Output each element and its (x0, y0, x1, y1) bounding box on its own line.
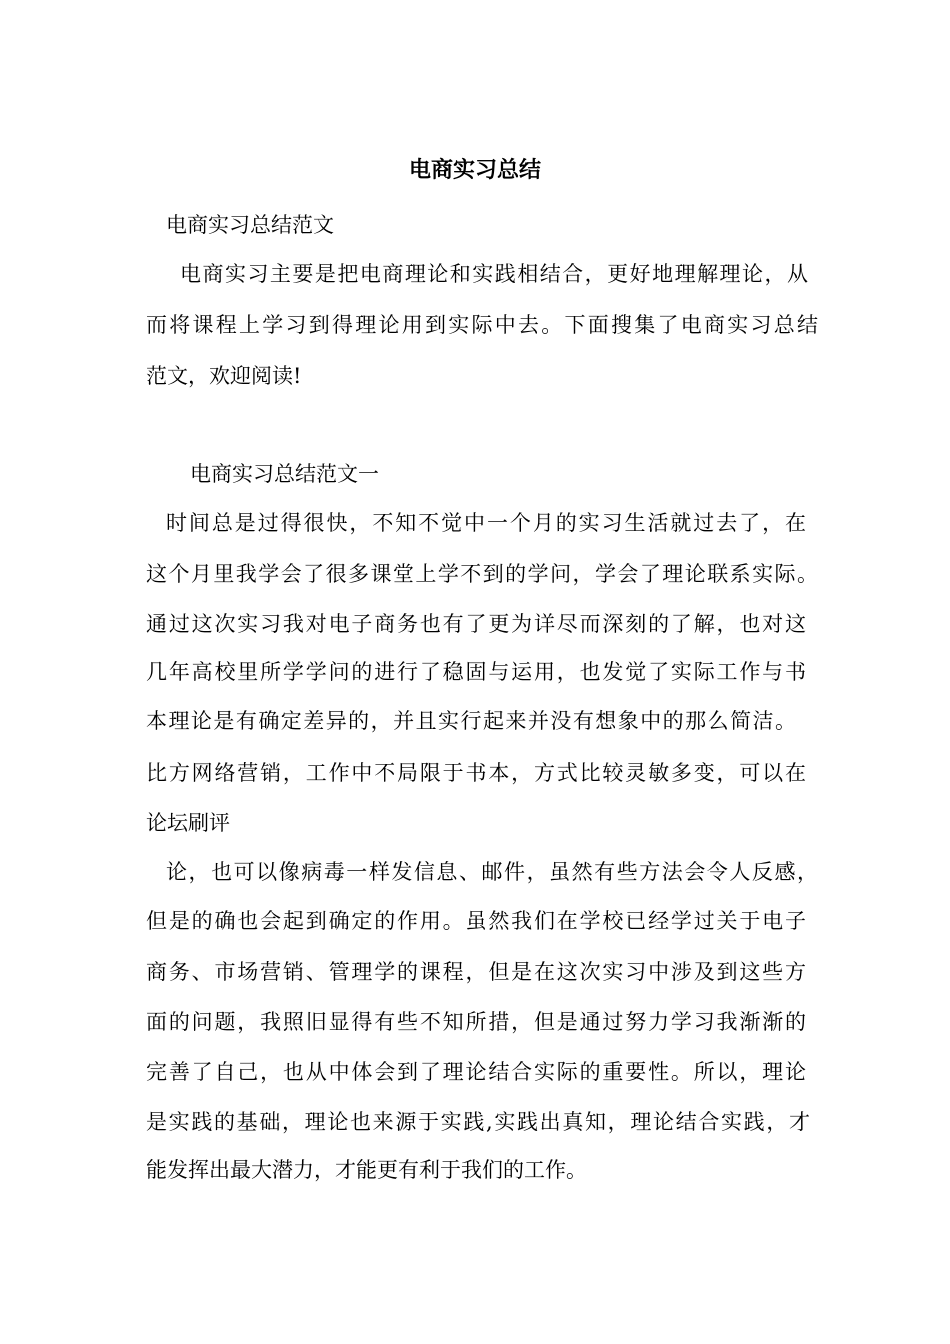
intro-line-2: 而将课程上学习到得理论用到实际中去。下面搜集了电商实习总结 (146, 313, 818, 337)
paragraph-2-line-5: 完善了自己，也从中体会到了理论结合实际的重要性。所以，理论 (146, 1060, 806, 1084)
paragraph-2-line-2: 但是的确也会起到确定的作用。虽然我们在学校已经学过关于电子 (146, 909, 806, 933)
paragraph-1-line-4: 几年高校里所学学问的进行了稳固与运用，也发觉了实际工作与书 (146, 660, 806, 684)
document-subtitle: 电商实习总结范文 (166, 213, 334, 237)
paragraph-1-line-2: 这个月里我学会了很多课堂上学不到的学问，学会了理论联系实际。 (146, 562, 818, 586)
paragraph-1-line-1: 时间总是过得很快，不知不觉中一个月的实习生活就过去了，在 (166, 511, 806, 535)
section-heading: 电商实习总结范文一 (190, 462, 379, 486)
paragraph-2-line-3: 商务、市场营销、管理学的课程，但是在这次实习中涉及到这些方 (146, 960, 806, 984)
paragraph-1-line-3: 通过这次实习我对电子商务也有了更为详尽而深刻的了解，也对这 (146, 612, 806, 636)
paragraph-1-line-5: 本理论是有确定差异的，并且实行起来并没有想象中的那么简洁。 (146, 709, 796, 733)
intro-line-3: 范文，欢迎阅读! (146, 364, 302, 388)
document-title: 电商实习总结 (408, 157, 541, 183)
paragraph-1-line-7: 论坛刷评 (146, 811, 230, 835)
paragraph-2-line-1: 论，也可以像病毒一样发信息、邮件，虽然有些方法会令人反感， (166, 860, 818, 884)
intro-line-1: 电商实习主要是把电商理论和实践相结合，更好地理解理论，从 (180, 262, 808, 286)
paragraph-2-line-7: 能发挥出最大潜力，才能更有利于我们的工作。 (146, 1158, 587, 1182)
paragraph-2-line-4: 面的问题，我照旧显得有些不知所措，但是通过努力学习我渐渐的 (146, 1010, 806, 1034)
paragraph-2-line-6: 是实践的基础，理论也来源于实践,实践出真知，理论结合实践，才 (146, 1110, 810, 1134)
paragraph-1-line-6: 比方网络营销，工作中不局限于书本，方式比较灵敏多变，可以在 (146, 761, 806, 785)
